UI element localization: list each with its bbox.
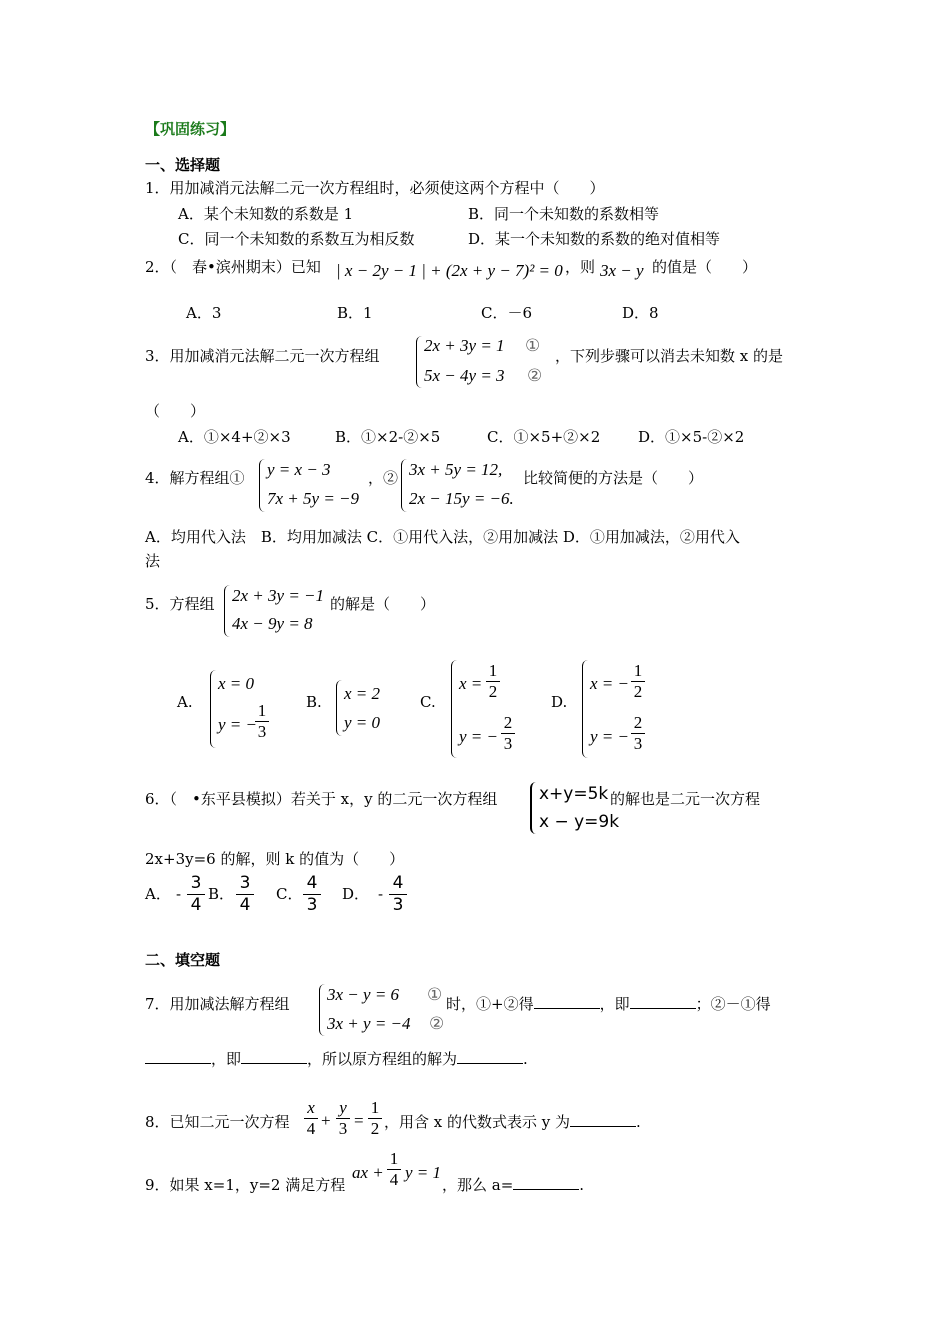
question-1-option-d: D．某一个未知数的系数的绝对值相等 bbox=[468, 230, 721, 248]
fraction-numerator: 3 bbox=[239, 873, 251, 893]
fraction-denominator: 3 bbox=[257, 722, 267, 741]
fraction-numerator: 4 bbox=[392, 873, 404, 893]
question-6-brace bbox=[530, 782, 539, 834]
question-3-mark1: ① bbox=[525, 336, 541, 356]
fraction-denominator: 2 bbox=[370, 1119, 380, 1138]
question-7-blank-3[interactable] bbox=[145, 1049, 211, 1064]
fraction-numerator: y bbox=[339, 1098, 347, 1117]
fraction-denominator: 3 bbox=[306, 895, 318, 915]
question-6-suffix: 的解也是二元一次方程 bbox=[610, 790, 761, 808]
question-5-eq1: 2x + 3y = −1 bbox=[232, 586, 325, 605]
question-7-text-3: ；②－①得 bbox=[695, 995, 771, 1013]
question-7-text-2: ，即 bbox=[599, 995, 630, 1013]
question-5-suffix: 的解是（ ） bbox=[330, 595, 436, 613]
question-2-mid: ，则 bbox=[565, 258, 596, 276]
question-6-option-c-fraction bbox=[303, 874, 321, 915]
question-2-prefix: 2．（ 春•滨州期末）已知 bbox=[145, 258, 321, 276]
question-5-prefix: 5．方程组 bbox=[145, 595, 215, 613]
question-6-option-b-fraction bbox=[236, 874, 254, 915]
question-5-option-a-fraction bbox=[255, 702, 269, 741]
fraction-denominator: 4 bbox=[389, 1170, 399, 1189]
question-3-eq2: 5x − 4y = 3 bbox=[424, 366, 505, 385]
fraction-numerator: 4 bbox=[306, 873, 318, 893]
question-6-option-a-fraction bbox=[187, 874, 205, 915]
question-5-option-c-fraction-y bbox=[501, 714, 515, 753]
question-8-fraction-2 bbox=[336, 1099, 350, 1138]
question-5-option-b-eq2: y = 0 bbox=[344, 713, 381, 732]
question-6-option-d-sign: - bbox=[378, 885, 384, 903]
question-9-suffix-line bbox=[442, 1175, 584, 1195]
question-3-option-c: C．①×5+②×2 bbox=[487, 428, 601, 446]
question-6-prefix: 6．（ •东平县模拟）若关于 x，y 的二元一次方程组 bbox=[145, 790, 498, 808]
question-7-line2 bbox=[145, 1049, 528, 1069]
question-7-line1 bbox=[446, 994, 771, 1014]
question-6-eq2: x − y=9k bbox=[539, 812, 620, 832]
question-4-prefix: 4．解方程组① bbox=[145, 469, 245, 487]
question-9-suffix: ，那么 a= bbox=[442, 1176, 514, 1194]
fraction-numerator: 1 bbox=[389, 1149, 399, 1168]
question-2-suffix: 的值是（ ） bbox=[652, 258, 758, 276]
question-5-option-c-label: C. bbox=[420, 693, 436, 711]
question-6-option-d-label: D． bbox=[342, 885, 370, 903]
question-2-option-a: A．3 bbox=[186, 304, 222, 322]
fraction-denominator: 4 bbox=[190, 895, 202, 915]
fraction-numerator: 3 bbox=[190, 873, 202, 893]
question-3-prefix: 3．用加减消元法解二元一次方程组 bbox=[145, 347, 380, 365]
question-3-mark2: ② bbox=[527, 366, 543, 386]
question-2-option-b: B．1 bbox=[337, 304, 373, 322]
question-4-system2-eq2: 2x − 15y = −6. bbox=[409, 489, 514, 508]
fraction-denominator: 2 bbox=[488, 682, 498, 701]
question-6-option-a-sign: - bbox=[176, 885, 182, 903]
question-2-option-c: C．－6 bbox=[481, 304, 533, 322]
fraction-numerator: 1 bbox=[370, 1098, 380, 1117]
question-5-option-a-eq2-lhs: y = − bbox=[218, 715, 257, 734]
question-4-system1-eq1: y = x − 3 bbox=[267, 460, 331, 479]
question-8-equals: = bbox=[354, 1111, 364, 1130]
question-7-blank-4[interactable] bbox=[241, 1049, 307, 1064]
question-8-blank[interactable] bbox=[570, 1112, 636, 1127]
question-5-option-b-label: B. bbox=[306, 693, 322, 711]
question-8-end: . bbox=[636, 1113, 641, 1131]
question-5-option-c-eq2-lhs: y = − bbox=[459, 727, 498, 746]
question-5-option-c-eq1-lhs: x = bbox=[459, 674, 483, 693]
fraction-numerator: 1 bbox=[488, 661, 498, 680]
question-1-stem: 1．用加减消元法解二元一次方程组时，必须使这两个方程中（ ） bbox=[145, 179, 605, 197]
section-header-title: 【巩固练习】 bbox=[145, 120, 236, 138]
fraction-denominator: 3 bbox=[633, 734, 643, 753]
question-7-prefix: 7．用加减法解方程组 bbox=[145, 995, 290, 1013]
question-3-eq1: 2x + 3y = 1 bbox=[424, 336, 505, 355]
question-5-option-c-fraction-x bbox=[486, 662, 500, 701]
question-6-line2: 2x+3y=6 的解，则 k 的值为（ ） bbox=[145, 850, 405, 868]
fraction-denominator: 3 bbox=[503, 734, 513, 753]
fraction-numerator: x bbox=[307, 1098, 315, 1117]
question-7-blank-2[interactable] bbox=[630, 994, 696, 1009]
question-7-eq1: 3x − y = 6 bbox=[327, 985, 400, 1004]
question-7-blank-5[interactable] bbox=[457, 1049, 523, 1064]
question-5-option-b-eq1: x = 2 bbox=[344, 684, 381, 703]
question-9-end: . bbox=[579, 1176, 585, 1194]
fraction-numerator: 2 bbox=[633, 713, 643, 732]
question-8-plus: + bbox=[321, 1111, 331, 1130]
question-4-system1-eq2: 7x + 5y = −9 bbox=[267, 489, 360, 508]
question-6-option-c-label: C． bbox=[276, 885, 303, 903]
question-5-option-a-eq1: x = 0 bbox=[218, 674, 255, 693]
question-2-formula: | x − 2y − 1 | + (2x + y − 7)² = 0 bbox=[336, 261, 563, 280]
question-9-prefix: 9．如果 x=1，y=2 满足方程 bbox=[145, 1176, 346, 1194]
question-7-blank-1[interactable] bbox=[534, 994, 600, 1009]
question-9-rhs: y = 1 bbox=[405, 1163, 442, 1182]
question-1-option-a: A．某个未知数的系数是 1 bbox=[178, 205, 354, 223]
question-9-blank[interactable] bbox=[513, 1175, 579, 1190]
question-8-fraction-3 bbox=[368, 1099, 382, 1138]
question-4-options-line2: 法 bbox=[145, 552, 161, 570]
question-8-suffix-line bbox=[384, 1112, 641, 1132]
question-9-fraction bbox=[387, 1150, 401, 1189]
question-6-eq1: x+y=5k bbox=[539, 784, 609, 804]
question-7-eq2: 3x + y = −4 bbox=[327, 1014, 411, 1033]
question-4-suffix: 比较简便的方法是（ ） bbox=[523, 469, 704, 487]
question-1-option-c: C．同一个未知数的系数互为相反数 bbox=[178, 230, 415, 248]
question-5-eq2: 4x − 9y = 8 bbox=[232, 614, 313, 633]
fraction-denominator: 3 bbox=[392, 895, 404, 915]
fraction-denominator: 4 bbox=[239, 895, 251, 915]
question-2-option-d: D．8 bbox=[622, 304, 659, 322]
fraction-denominator: 4 bbox=[306, 1119, 316, 1138]
question-7-text-6: . bbox=[523, 1050, 528, 1068]
fraction-denominator: 3 bbox=[338, 1119, 348, 1138]
question-5-option-a-label: A. bbox=[177, 693, 193, 711]
question-6-option-a-label: A． bbox=[145, 885, 171, 903]
question-4-options-line1: A．均用代入法 B．均用加减法 C．①用代入法，②用加减法 D．①用加减法，②用代入 bbox=[145, 528, 740, 546]
question-3-option-b: B．①×2-②×5 bbox=[335, 428, 441, 446]
question-7-text-4: ，即 bbox=[211, 1050, 242, 1068]
question-9-lhs: ax + bbox=[352, 1163, 384, 1182]
question-3-option-d: D．①×5-②×2 bbox=[638, 428, 745, 446]
fraction-denominator: 2 bbox=[633, 682, 643, 701]
question-8-fraction-1 bbox=[304, 1099, 318, 1138]
fraction-numerator: 1 bbox=[257, 701, 267, 720]
question-5-option-d-fraction-y bbox=[631, 714, 645, 753]
question-4-system2-eq1: 3x + 5y = 12, bbox=[409, 460, 503, 479]
fraction-numerator: 1 bbox=[633, 661, 643, 680]
question-7-mark1: ① bbox=[427, 985, 443, 1005]
question-3-option-a: A．①×4+②×3 bbox=[178, 428, 291, 446]
question-5-option-d-eq2-lhs: y = − bbox=[590, 727, 629, 746]
question-5-option-d-eq1-lhs: x = − bbox=[590, 674, 629, 693]
section-title-choice: 一、选择题 bbox=[145, 156, 221, 174]
fraction-numerator: 2 bbox=[503, 713, 513, 732]
question-8-suffix: ，用含 x 的代数式表示 y 为 bbox=[384, 1113, 571, 1131]
question-3-paren: （ ） bbox=[145, 402, 206, 420]
question-6-option-d-fraction bbox=[389, 874, 407, 915]
question-7-text-1: 时，①+②得 bbox=[446, 995, 534, 1013]
question-5-option-d-fraction-x bbox=[631, 662, 645, 701]
question-8-prefix: 8．已知二元一次方程 bbox=[145, 1113, 290, 1131]
question-7-mark2: ② bbox=[429, 1014, 445, 1034]
question-2-expression: 3x − y bbox=[600, 261, 644, 280]
question-4-mid: ，② bbox=[368, 469, 399, 487]
question-6-option-b-label: B． bbox=[208, 885, 235, 903]
question-5-option-d-label: D. bbox=[551, 693, 568, 711]
section-title-fill-in: 二、填空题 bbox=[145, 951, 221, 969]
question-1-option-b: B．同一个未知数的系数相等 bbox=[468, 205, 660, 223]
question-7-text-5: ，所以原方程组的解为 bbox=[307, 1050, 458, 1068]
question-3-suffix: ，下列步骤可以消去未知数 x 的是 bbox=[555, 347, 783, 365]
